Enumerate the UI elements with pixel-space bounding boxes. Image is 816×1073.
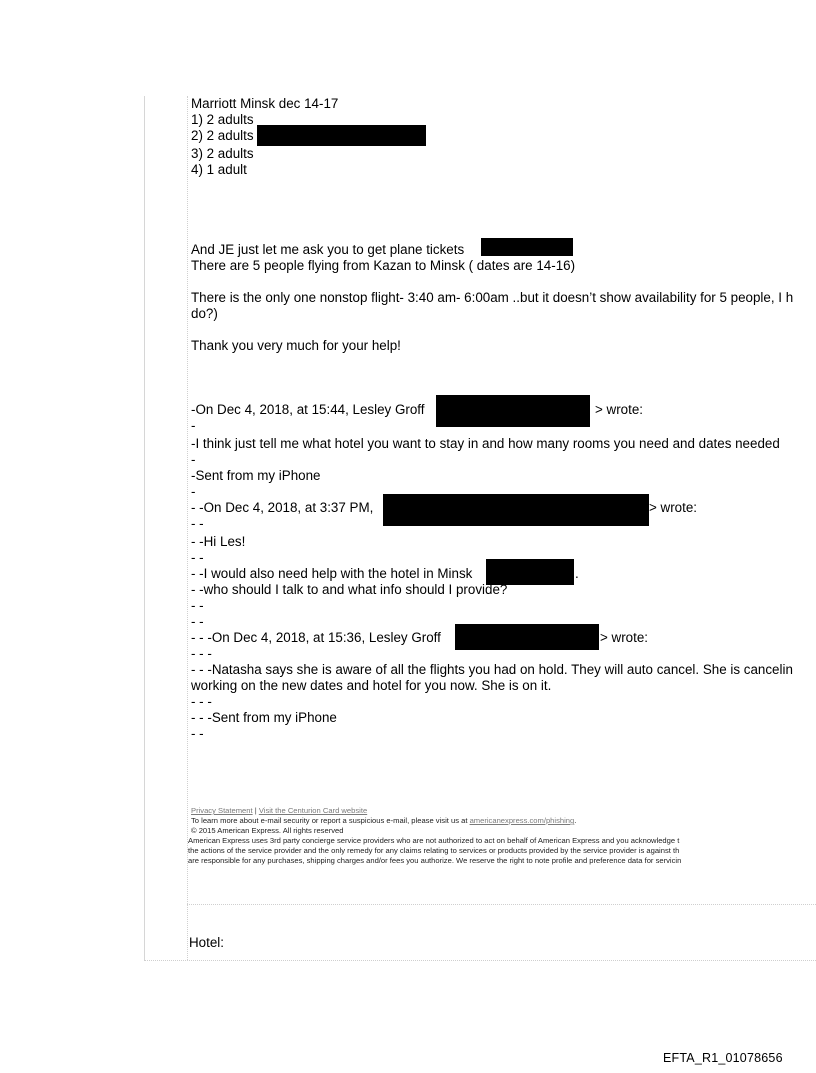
email-line: 2) 2 adults — [191, 128, 254, 143]
email-line: - - — [191, 598, 204, 613]
email-line: -Sent from my iPhone — [191, 468, 321, 483]
email-line: - - - — [191, 694, 212, 709]
email-line: 1) 2 adults — [191, 112, 254, 127]
page-frame-left — [144, 96, 145, 960]
page-frame-bottom — [144, 960, 816, 961]
email-line: - - -Sent from my iPhone — [191, 710, 337, 725]
footer-separator: | — [252, 806, 259, 815]
page-frame-inner-bottom — [187, 904, 816, 905]
redaction-block — [257, 125, 426, 146]
email-line: There is the only one nonstop flight- 3:40 am- 6:00am ..but it doesn’t show availability for 5 people, I h — [191, 290, 794, 305]
email-line: And JE just let me ask you to get plane tickets — [191, 242, 465, 257]
hotel-label: Hotel: — [189, 935, 224, 950]
email-line: -On Dec 4, 2018, at 15:44, Lesley Groff — [191, 402, 425, 417]
email-line: > wrote: — [649, 500, 698, 515]
email-line: > wrote: — [600, 630, 649, 645]
bates-number: EFTA_R1_01078656 — [663, 1051, 783, 1065]
email-line: - - — [191, 516, 204, 531]
email-line: Marriott Minsk dec 14-17 — [191, 96, 339, 111]
page-frame-inner — [187, 96, 188, 904]
email-line: - — [191, 418, 196, 433]
email-line: - -Hi Les! — [191, 534, 246, 549]
footer-period: . — [574, 816, 577, 825]
email-line: 3) 2 adults — [191, 146, 254, 161]
email-line: - -I would also need help with the hotel in Minsk — [191, 566, 473, 581]
copyright-text: © 2015 American Express. All rights reserved — [191, 826, 344, 835]
phishing-link[interactable]: americanexpress.com/phishing — [469, 816, 575, 825]
email-line: - -who should I talk to and what info should I provide? — [191, 582, 508, 597]
email-line: - - -Natasha says she is aware of all the flights you had on hold. They will auto cancel. She is cancelin — [191, 662, 793, 677]
email-line: - — [191, 484, 196, 499]
privacy-statement-link[interactable]: Privacy Statement — [191, 806, 253, 815]
email-line: - - - — [191, 646, 212, 661]
email-line: - - — [191, 726, 204, 741]
security-text: To learn more about e-mail security or report a suspicious e-mail, please visit us at — [191, 816, 470, 825]
email-line: - - — [191, 550, 204, 565]
page-frame-hotel-border — [187, 904, 188, 960]
email-line: - - -On Dec 4, 2018, at 15:36, Lesley Groff — [191, 630, 441, 645]
disclaimer-line: the actions of the service provider and the only remedy for any claims relating to services or products provided by the service provider is against th — [188, 846, 680, 855]
email-line: working on the new dates and hotel for you now. She is on it. — [191, 678, 552, 693]
email-line: > wrote: — [595, 402, 644, 417]
email-line: - -On Dec 4, 2018, at 3:37 PM, — [191, 500, 374, 515]
email-line: There are 5 people flying from Kazan to Minsk ( dates are 14-16) — [191, 258, 576, 273]
email-line: 4) 1 adult — [191, 162, 247, 177]
email-line: - - — [191, 614, 204, 629]
redaction-block — [436, 395, 590, 427]
email-line: - — [191, 452, 196, 467]
redaction-block — [481, 238, 573, 256]
email-line: . — [575, 566, 579, 581]
disclaimer-line: are responsible for any purchases, shipping charges and/or fees you authorize. We reserve the right to note profile and preference data for servicin — [188, 856, 682, 865]
centurion-card-link[interactable]: Visit the Centurion Card website — [258, 806, 368, 815]
disclaimer-line: American Express uses 3rd party concierge service providers who are not authorized to act on behalf of American Express and you acknowledge t — [188, 836, 680, 845]
email-line: -I think just tell me what hotel you want to stay in and how many rooms you need and dates needed — [191, 436, 780, 451]
redaction-block — [383, 494, 649, 526]
email-line: Thank you very much for your help! — [191, 338, 401, 353]
redaction-block — [455, 624, 599, 650]
email-line: do?) — [191, 306, 218, 321]
